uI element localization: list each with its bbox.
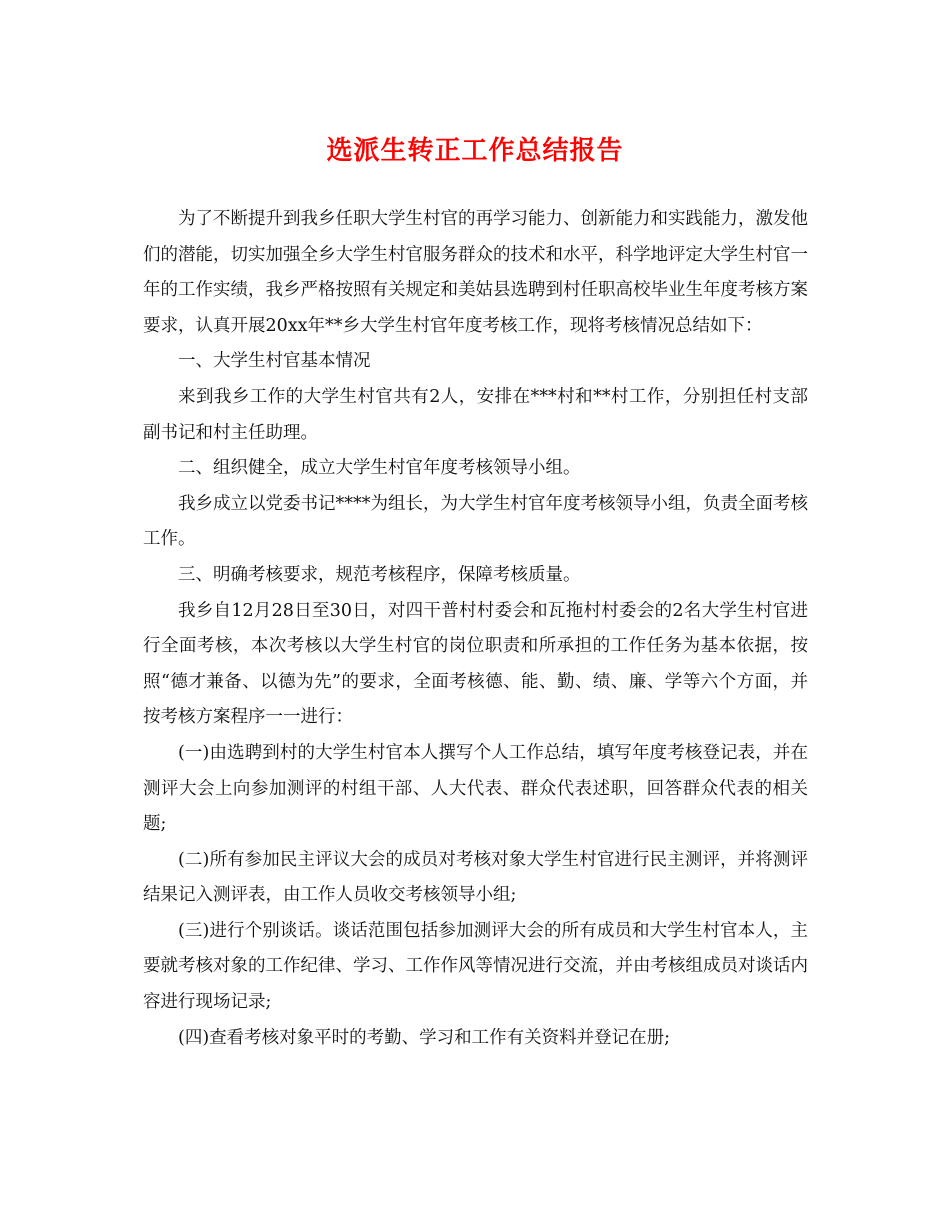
paragraph-assessment: 我乡自12月28日至30日，对四干普村村委会和瓦拖村村委会的2名大学生村官进行全面考核，本次考核以大学生村官的岗位职责和所承担的工作任务为基本依据，按照“德才兼备、以德为先”的要求，全面考核德、能、勤、绩、廉、学等六个方面，并按考核方案程序一一进行： (143, 600, 808, 728)
paragraph-basic-info: 来到我乡工作的大学生村官共有2人，安排在***村和**村工作，分别担任村支部副书记和村主任助理。 (143, 386, 808, 443)
list-item-3: (三)进行个别谈话。谈话范围包括参加测评大会的所有成员和大学生村官本人，主要就考核对象的工作纪律、学习、工作作风等情况进行交流，并由考核组成员对谈话内容进行现场记录; (143, 920, 808, 1013)
list-item-1: (一)由选聘到村的大学生村官本人撰写个人工作总结，填写年度考核登记表，并在测评大会上向参加测评的村组干部、人大代表、群众代表述职，回答群众代表的相关题; (143, 742, 808, 835)
paragraph-leadership-group: 我乡成立以党委书记****为组长，为大学生村官年度考核领导小组，负责全面考核工作。 (143, 493, 808, 550)
list-item-2: (二)所有参加民主评议大会的成员对考核对象大学生村官进行民主测评，并将测评结果记入测评表，由工作人员收交考核领导小组; (143, 849, 808, 906)
section-heading-1: 一、大学生村官基本情况 (178, 351, 371, 372)
section-heading-2: 二、组织健全，成立大学生村官年度考核领导小组。 (178, 458, 581, 479)
paragraph-intro: 为了不断提升到我乡任职大学生村官的再学习能力、创新能力和实践能力，激发他们的潜能，切实加强全乡大学生村官服务群众的技术和水平，科学地评定大学生村官一年的工作实绩，我乡严格按照有关规定和美姑县选聘到村任职高校毕业生年度考核方案要求，认真开展20xx年**乡大学生村官年度考核工作，现将考核情况总结如下： (143, 209, 808, 336)
document-body (143, 202, 808, 1056)
document-title: 选派生转正工作总结报告 (326, 136, 624, 166)
list-item-4: (四)查看考核对象平时的考勤、学习和工作有关资料并登记在册; (178, 1027, 671, 1048)
section-heading-3: 三、明确考核要求，规范考核程序，保障考核质量。 (178, 564, 581, 585)
